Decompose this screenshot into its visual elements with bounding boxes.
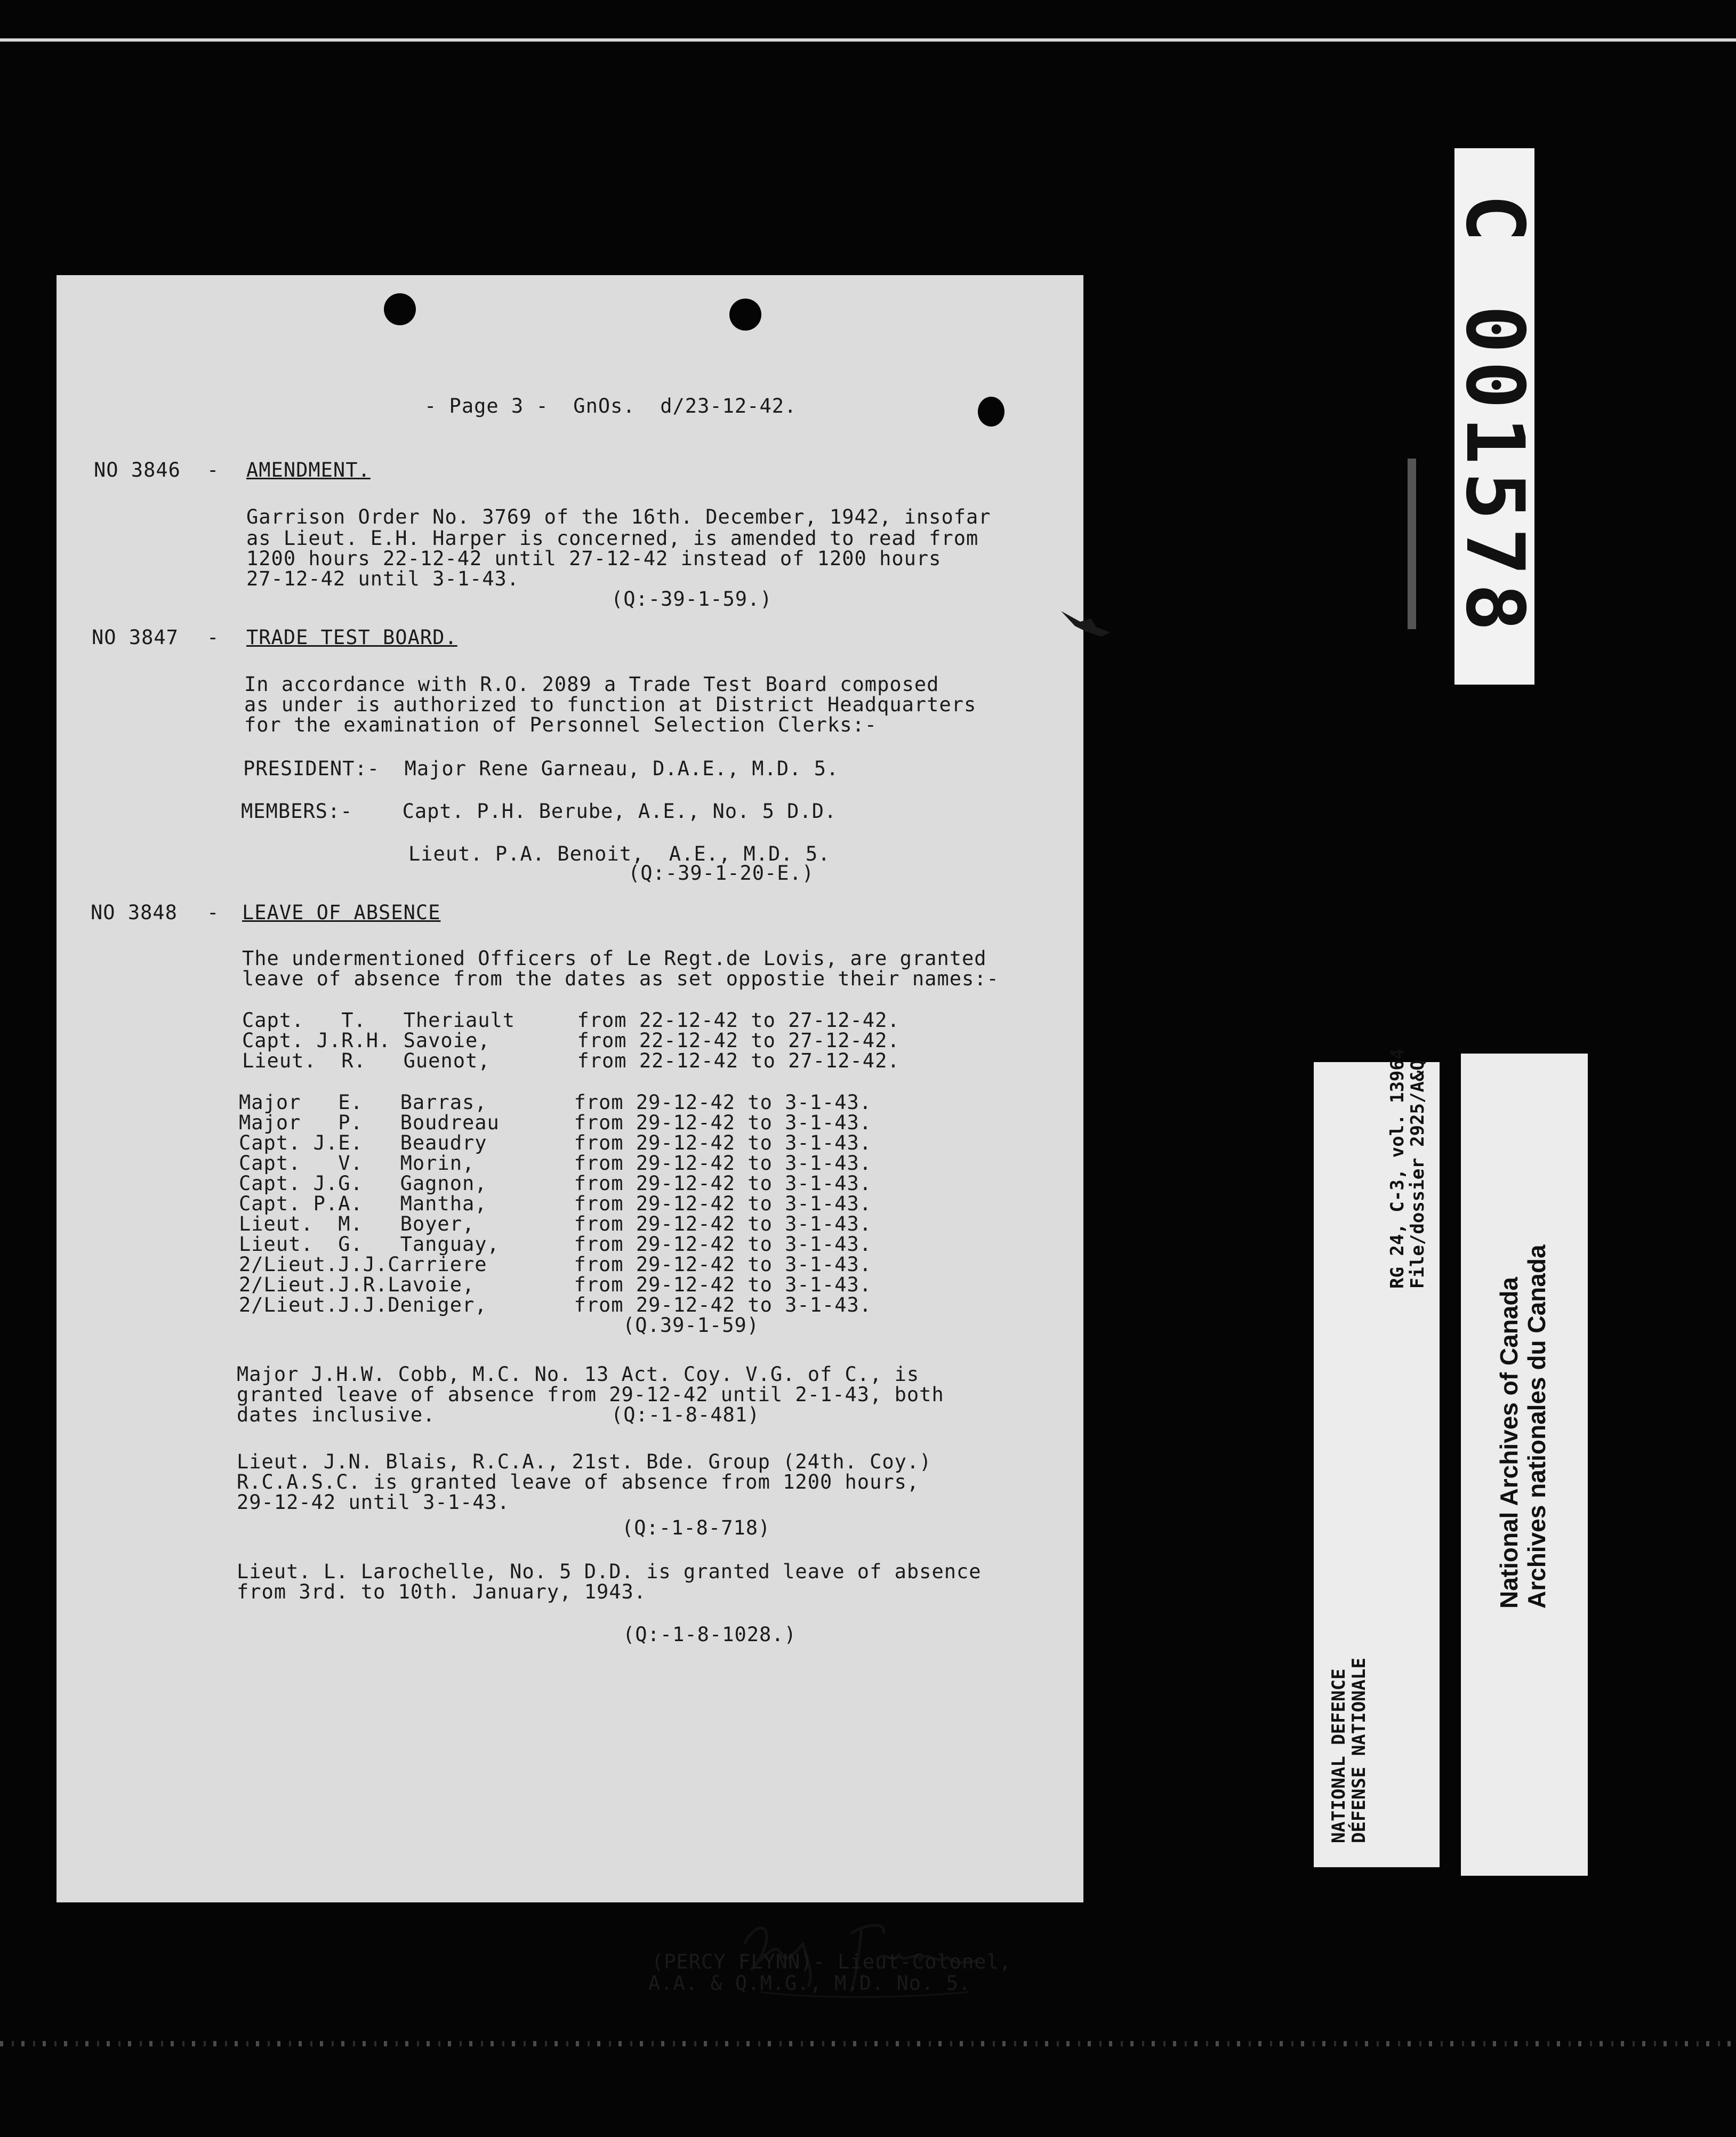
- leave-entry: 2/Lieut.J.J.Deniger, from 29-12-42 to 3-1-43.: [239, 1294, 872, 1316]
- file-reference: (Q:-1-8-481): [611, 1403, 760, 1426]
- leave-entry: Major P. Boudreau from 29-12-42 to 3-1-43.: [239, 1111, 872, 1134]
- archive-name-fr: Archives nationales du Canada: [1523, 1244, 1550, 1609]
- department-en: NATIONAL DEFENCE: [1328, 1668, 1349, 1843]
- order-title: LEAVE OF ABSENCE: [242, 901, 441, 924]
- leave-entry: Lieut. G. Tanguay, from 29-12-42 to 3-1-43.: [239, 1233, 872, 1256]
- reel-number: C 001578: [1448, 194, 1541, 639]
- order-text-line: Major J.H.W. Cobb, M.C. No. 13 Act. Coy. V.G. of C., is: [237, 1363, 920, 1386]
- file-reference: (Q:-1-8-1028.): [623, 1623, 797, 1646]
- order-number: NO 3847: [92, 626, 179, 649]
- order-text-line: as under is authorized to function at District Headquarters: [244, 693, 977, 716]
- file-reference: (Q:-39-1-59.): [611, 588, 773, 610]
- order-number: NO 3848: [91, 901, 178, 924]
- board-president: PRESIDENT:- Major Rene Garneau, D.A.E., M.D. 5.: [243, 757, 839, 780]
- leave-entry: Capt. P.A. Mantha, from 29-12-42 to 3-1-43.: [239, 1192, 872, 1215]
- order-text-line: Lieut. J.N. Blais, R.C.A., 21st. Bde. Group (24th. Coy.): [237, 1450, 932, 1473]
- record-group-reference: RG 24, C-3, vol. 13964: [1387, 1048, 1408, 1289]
- document-page: [57, 275, 1083, 1995]
- film-top-edge: [0, 38, 1736, 42]
- order-text-line: 27-12-42 until 3-1-43.: [246, 567, 520, 590]
- order-dash: -: [207, 626, 220, 649]
- file-reference: (Q.39-1-59): [623, 1314, 760, 1337]
- order-text-line: R.C.A.S.C. is granted leave of absence from 1200 hours,: [237, 1471, 920, 1493]
- order-text-line: from 3rd. to 10th. January, 1943.: [237, 1580, 647, 1603]
- leave-entry: Capt. V. Morin, from 29-12-42 to 3-1-43.: [239, 1152, 872, 1175]
- order-text-line: 1200 hours 22-12-42 until 27-12-42 instead of 1200 hours: [246, 547, 942, 570]
- order-number: NO 3846: [94, 459, 181, 481]
- reel-number-strip: [1448, 148, 1541, 685]
- punch-hole-left: [384, 293, 416, 325]
- order-text-line: The undermentioned Officers of Le Regt.de Lovis, are granted: [242, 947, 987, 970]
- page-header: - Page 3 - GnOs. d/23-12-42.: [424, 395, 797, 417]
- order-text-line: granted leave of absence from 29-12-42 until 2-1-43, both: [237, 1383, 944, 1406]
- board-members: MEMBERS:- Capt. P.H. Berube, A.E., No. 5 D.D.: [241, 800, 837, 823]
- film-bottom-edge: [0, 2041, 1736, 2046]
- board-member: Lieut. P.A. Benoit, A.E., M.D. 5.: [408, 842, 831, 865]
- archives-label: [1461, 1054, 1588, 1876]
- file-dossier-reference: File/dossier 2925/A&Q: [1407, 1059, 1428, 1289]
- leave-entry: Capt. T. Theriault from 22-12-42 to 27-12-42.: [242, 1009, 900, 1032]
- order-title: AMENDMENT.: [246, 459, 371, 481]
- order-text-line: as Lieut. E.H. Harper is concerned, is amended to read from: [246, 527, 979, 550]
- punch-hole-side: [978, 397, 1004, 427]
- order-text-line: leave of absence from the dates as set oppostie their names:-: [242, 967, 999, 990]
- leave-entry: Capt. J.R.H. Savoie, from 22-12-42 to 27-12-42.: [242, 1029, 900, 1052]
- order-text-line: dates inclusive.: [237, 1403, 436, 1426]
- file-reference: (Q:-39-1-20-E.): [628, 862, 815, 885]
- leave-entry: Capt. J.G. Gagnon, from 29-12-42 to 3-1-43.: [239, 1172, 872, 1195]
- leave-entry: Major E. Barras, from 29-12-42 to 3-1-43.: [239, 1091, 872, 1114]
- film-artifact: [1408, 459, 1416, 629]
- reference-label: [1314, 1048, 1440, 1867]
- order-dash: -: [207, 901, 220, 924]
- archive-name-en: National Archives of Canada: [1495, 1276, 1523, 1609]
- leave-entry: Lieut. R. Guenot, from 22-12-42 to 27-12-42.: [242, 1049, 900, 1072]
- leave-entry: Lieut. M. Boyer, from 29-12-42 to 3-1-43.: [239, 1212, 872, 1235]
- leave-entry: Capt. J.E. Beaudry from 29-12-42 to 3-1-43.: [239, 1131, 872, 1154]
- order-title: TRADE TEST BOARD.: [246, 626, 457, 649]
- order-text-line: Garrison Order No. 3769 of the 16th. December, 1942, insofar: [246, 505, 991, 528]
- order-text-line: In accordance with R.O. 2089 a Trade Test Board composed: [244, 673, 939, 696]
- signatory-name: (PERCY FLYNN)- Lieut-Colonel,: [652, 1950, 1012, 1973]
- file-reference: (Q:-1-8-718): [622, 1516, 771, 1539]
- order-dash: -: [207, 459, 220, 481]
- punch-hole-right: [729, 299, 761, 331]
- department-fr: DÉFENSE NATIONALE: [1348, 1658, 1370, 1843]
- order-text-line: 29-12-42 until 3-1-43.: [237, 1491, 510, 1514]
- leave-entry: 2/Lieut.J.R.Lavoie, from 29-12-42 to 3-1-43.: [239, 1273, 872, 1296]
- signatory-title: A.A. & Q.M.G., M.D. No. 5.: [648, 1972, 971, 1995]
- leave-entry: 2/Lieut.J.J.Carriere from 29-12-42 to 3-1-43.: [239, 1253, 872, 1276]
- order-text-line: Lieut. L. Larochelle, No. 5 D.D. is granted leave of absence: [237, 1560, 982, 1583]
- order-text-line: for the examination of Personnel Selection Clerks:-: [244, 713, 878, 736]
- torn-corner-mark: [1059, 606, 1118, 643]
